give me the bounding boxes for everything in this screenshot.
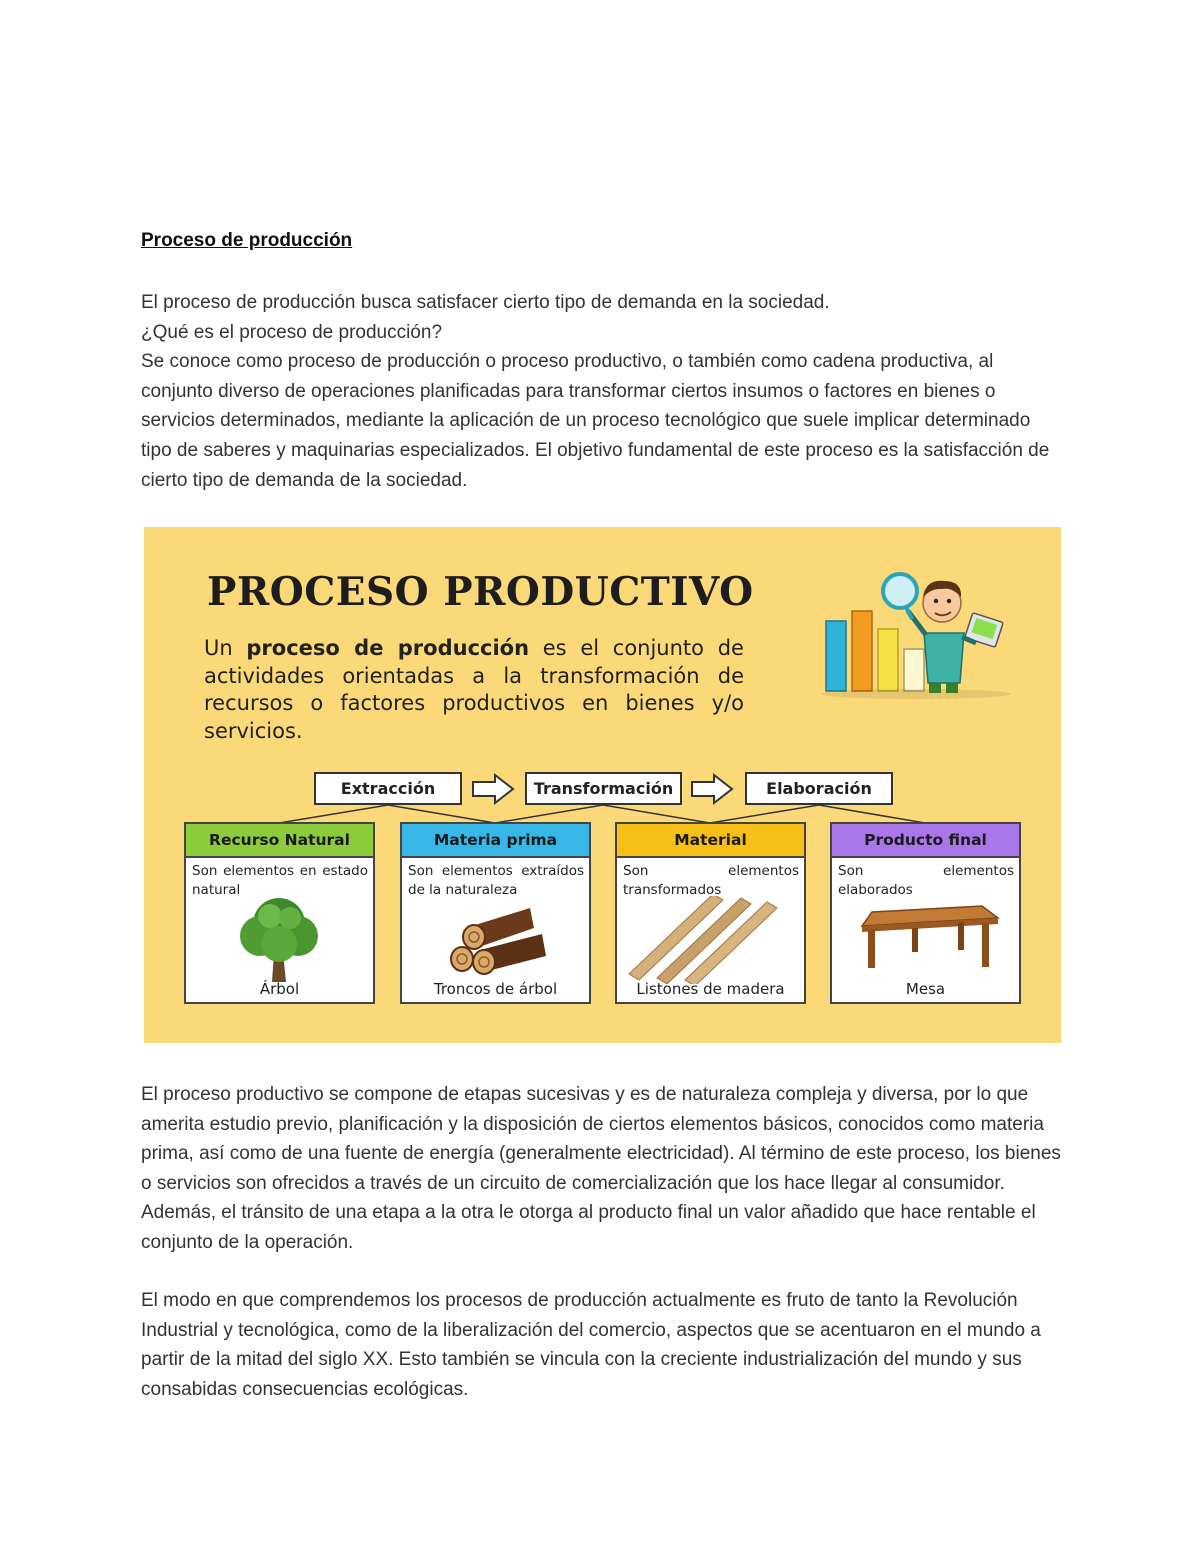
stage-header: Recurso Natural bbox=[186, 824, 373, 858]
stage-header: Material bbox=[617, 824, 804, 858]
definition-bold: proceso de producción bbox=[246, 636, 530, 660]
stage-card-material bbox=[615, 822, 806, 1004]
intro-section bbox=[141, 288, 1061, 495]
stage-header: Producto final bbox=[832, 824, 1019, 858]
stage-card-producto-final bbox=[830, 822, 1021, 1004]
mascot-illustration bbox=[816, 571, 1016, 701]
logs-icon bbox=[402, 896, 589, 984]
stage-description: Son elementos transformados bbox=[623, 863, 799, 898]
body-paragraph-1: El proceso productivo se compone de etapas sucesivas y es de naturaleza compleja y diversa, por lo que amerita estudio previo, planificación y la disposición de ciertos elementos básicos, conocidos como materia prima, así como de una fuente de energía (generalmente electricidad). Al término de este proceso, los bienes o servicios son ofrecidos a través de un circuito de comercialización que los hace llegar al consumidor. Además, el tránsito de una etapa a la otra le otorga al producto final un valor añadido que hace rentable el conjunto de la operación. bbox=[141, 1084, 1061, 1253]
arrow-right-icon bbox=[471, 772, 515, 806]
arrow-right-icon bbox=[690, 772, 734, 806]
stage-caption: Listones de madera bbox=[636, 980, 785, 998]
stage-caption: Troncos de árbol bbox=[433, 980, 558, 998]
stage-caption: Árbol bbox=[259, 980, 300, 998]
step-extraccion: Extracción bbox=[314, 772, 462, 805]
step-elaboracion: Elaboración bbox=[745, 772, 893, 805]
definition-rest: es el conjunto de actividades orientadas a la transformación de recursos o factores productivos en bienes y/o servicios. bbox=[204, 636, 744, 743]
stage-description: Son elementos en estado natural bbox=[192, 863, 368, 898]
step-transformacion: Transformación bbox=[525, 772, 682, 805]
stage-card-materia-prima bbox=[400, 822, 591, 1004]
infographic-title: PROCESO PRODUCTIVO bbox=[207, 569, 754, 615]
tree-icon bbox=[186, 896, 373, 984]
body-paragraph-2: El modo en que comprendemos los procesos de producción actualmente es fruto de tanto la Revolución Industrial y tecnológica, como de la liberalización del comercio, aspectos que se acentuaron en el mundo a partir de la mitad del siglo XX. Esto también se vincula con la creciente industrialización del mundo y sus consabidas consecuencias ecológicas. bbox=[141, 1290, 1041, 1400]
infographic bbox=[144, 527, 1061, 1043]
stage-description: Son elementos extraídos de la naturaleza bbox=[408, 863, 584, 898]
planks-icon bbox=[617, 896, 804, 984]
intro-sentence: El proceso de producción busca satisfacer cierto tipo de demanda en la sociedad. bbox=[141, 292, 830, 313]
stage-description: Son elementos elaborados bbox=[838, 863, 1014, 898]
table-icon bbox=[832, 896, 1019, 984]
infographic-definition bbox=[204, 635, 744, 745]
stage-caption: Mesa bbox=[905, 980, 946, 998]
definition-prefix: Un bbox=[204, 636, 233, 660]
intro-definition: Se conoce como proceso de producción o proceso productivo, o también como cadena productiva, al conjunto diverso de operaciones planificadas para transformar ciertos insumos o factores en bienes o servicios determinados, mediante la aplicación de un proceso tecnológico que suele implicar determinado tipo de saberes y maquinarias especializados. El objetivo fundamental de este proceso es la satisfacción de cierto tipo de demanda de la sociedad. bbox=[141, 351, 1050, 491]
stage-card-recurso-natural bbox=[184, 822, 375, 1004]
stage-header: Materia prima bbox=[402, 824, 589, 858]
page-title: Proceso de producción bbox=[141, 230, 353, 251]
intro-question: ¿Qué es el proceso de producción? bbox=[141, 321, 443, 343]
